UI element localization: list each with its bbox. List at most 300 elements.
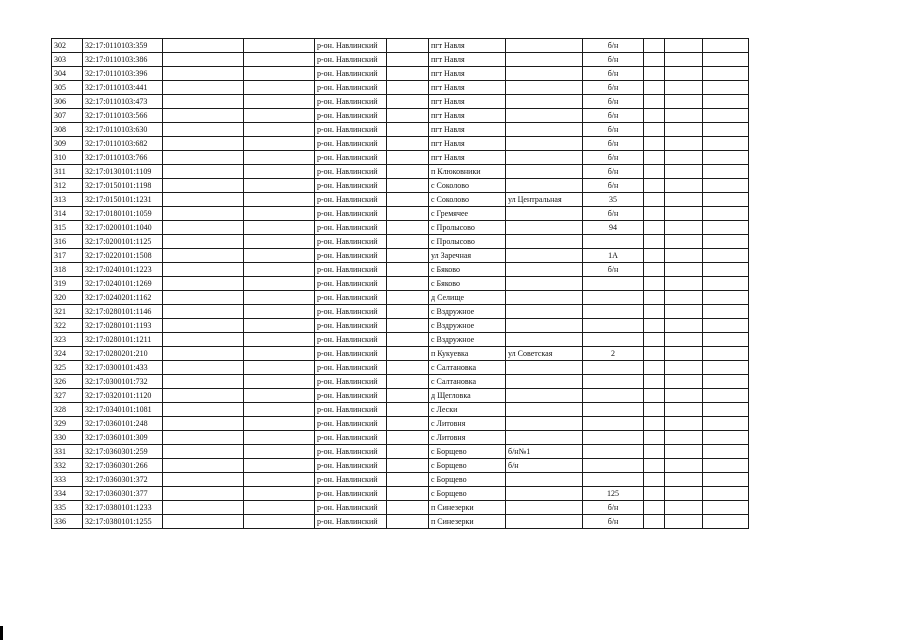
- cadastral-number: 32:17:0110103:630: [83, 123, 163, 137]
- empty-cell: [644, 151, 665, 165]
- empty-cell: [703, 333, 749, 347]
- empty-cell: [644, 67, 665, 81]
- empty-cell: [665, 515, 703, 529]
- empty-cell: [644, 361, 665, 375]
- empty-cell: [665, 347, 703, 361]
- street: [506, 67, 583, 81]
- locality: п Кукуевка: [429, 347, 506, 361]
- district: р-он. Навлинский: [315, 95, 387, 109]
- table-row: [52, 487, 749, 501]
- street: [506, 417, 583, 431]
- empty-cell: [703, 431, 749, 445]
- table-row: [52, 361, 749, 375]
- empty-cell: [644, 277, 665, 291]
- street: [506, 235, 583, 249]
- empty-cell: [387, 67, 429, 81]
- table-row: [52, 81, 749, 95]
- empty-cell: [163, 179, 244, 193]
- locality: с Бяково: [429, 277, 506, 291]
- empty-cell: [387, 333, 429, 347]
- district: р-он. Навлинский: [315, 515, 387, 529]
- row-number: 304: [52, 67, 83, 81]
- row-number: 308: [52, 123, 83, 137]
- table-row: [52, 431, 749, 445]
- empty-cell: [244, 179, 315, 193]
- empty-cell: [387, 193, 429, 207]
- street: б/н: [506, 459, 583, 473]
- table-row: [52, 389, 749, 403]
- empty-cell: [703, 109, 749, 123]
- empty-cell: [244, 123, 315, 137]
- empty-cell: [163, 403, 244, 417]
- locality: п Синезерки: [429, 501, 506, 515]
- empty-cell: [244, 193, 315, 207]
- empty-cell: [163, 319, 244, 333]
- cadastral-number: 32:17:0110103:682: [83, 137, 163, 151]
- locality: д Селище: [429, 291, 506, 305]
- empty-cell: [244, 459, 315, 473]
- cadastral-number: 32:17:0110103:359: [83, 39, 163, 53]
- locality: пгт Навля: [429, 67, 506, 81]
- empty-cell: [665, 81, 703, 95]
- district: р-он. Навлинский: [315, 249, 387, 263]
- street: [506, 39, 583, 53]
- empty-cell: [644, 375, 665, 389]
- empty-cell: [665, 95, 703, 109]
- empty-cell: [644, 305, 665, 319]
- district: р-он. Навлинский: [315, 333, 387, 347]
- row-number: 303: [52, 53, 83, 67]
- empty-cell: [665, 235, 703, 249]
- house-number: б/н: [583, 263, 644, 277]
- table-row: [52, 319, 749, 333]
- empty-cell: [703, 459, 749, 473]
- empty-cell: [665, 179, 703, 193]
- empty-cell: [703, 389, 749, 403]
- empty-cell: [387, 347, 429, 361]
- empty-cell: [387, 389, 429, 403]
- empty-cell: [703, 53, 749, 67]
- house-number: 125: [583, 487, 644, 501]
- empty-cell: [163, 389, 244, 403]
- empty-cell: [644, 81, 665, 95]
- empty-cell: [163, 417, 244, 431]
- empty-cell: [163, 165, 244, 179]
- district: р-он. Навлинский: [315, 501, 387, 515]
- empty-cell: [387, 137, 429, 151]
- district: р-он. Навлинский: [315, 473, 387, 487]
- table-row: [52, 109, 749, 123]
- empty-cell: [387, 417, 429, 431]
- empty-cell: [644, 333, 665, 347]
- row-number: 309: [52, 137, 83, 151]
- empty-cell: [665, 431, 703, 445]
- street: [506, 221, 583, 235]
- house-number: б/н: [583, 53, 644, 67]
- table-row: [52, 221, 749, 235]
- empty-cell: [703, 291, 749, 305]
- empty-cell: [703, 515, 749, 529]
- empty-cell: [244, 81, 315, 95]
- empty-cell: [703, 221, 749, 235]
- empty-cell: [163, 347, 244, 361]
- empty-cell: [244, 67, 315, 81]
- row-number: 307: [52, 109, 83, 123]
- street: [506, 431, 583, 445]
- empty-cell: [703, 81, 749, 95]
- empty-cell: [665, 333, 703, 347]
- empty-cell: [163, 277, 244, 291]
- house-number: [583, 403, 644, 417]
- locality: с Борщево: [429, 459, 506, 473]
- street: [506, 319, 583, 333]
- empty-cell: [703, 95, 749, 109]
- cadastral-number: 32:17:0130101:1109: [83, 165, 163, 179]
- district: р-он. Навлинский: [315, 39, 387, 53]
- table-row: [52, 235, 749, 249]
- registry-table: [51, 38, 749, 529]
- locality: пгт Навля: [429, 53, 506, 67]
- street: [506, 123, 583, 137]
- house-number: 94: [583, 221, 644, 235]
- empty-cell: [665, 291, 703, 305]
- locality: пгт Навля: [429, 95, 506, 109]
- empty-cell: [665, 389, 703, 403]
- house-number: [583, 431, 644, 445]
- empty-cell: [665, 67, 703, 81]
- house-number: [583, 389, 644, 403]
- empty-cell: [703, 123, 749, 137]
- empty-cell: [703, 207, 749, 221]
- empty-cell: [644, 137, 665, 151]
- empty-cell: [387, 165, 429, 179]
- table-row: [52, 501, 749, 515]
- table-row: [52, 403, 749, 417]
- empty-cell: [244, 137, 315, 151]
- locality: пгт Навля: [429, 39, 506, 53]
- empty-cell: [387, 123, 429, 137]
- empty-cell: [703, 375, 749, 389]
- cadastral-number: 32:17:0200101:1125: [83, 235, 163, 249]
- empty-cell: [665, 109, 703, 123]
- empty-cell: [665, 193, 703, 207]
- table-row: [52, 263, 749, 277]
- table-row: [52, 291, 749, 305]
- table-row: [52, 193, 749, 207]
- empty-cell: [163, 487, 244, 501]
- empty-cell: [665, 473, 703, 487]
- empty-cell: [387, 53, 429, 67]
- locality: ул Заречная: [429, 249, 506, 263]
- locality: с Лески: [429, 403, 506, 417]
- district: р-он. Навлинский: [315, 487, 387, 501]
- district: р-он. Навлинский: [315, 81, 387, 95]
- empty-cell: [703, 417, 749, 431]
- empty-cell: [244, 445, 315, 459]
- house-number: [583, 375, 644, 389]
- house-number: [583, 417, 644, 431]
- street: б/н№1: [506, 445, 583, 459]
- house-number: б/н: [583, 165, 644, 179]
- house-number: [583, 235, 644, 249]
- empty-cell: [244, 333, 315, 347]
- locality: пгт Навля: [429, 151, 506, 165]
- house-number: б/н: [583, 207, 644, 221]
- empty-cell: [644, 291, 665, 305]
- street: [506, 53, 583, 67]
- empty-cell: [665, 361, 703, 375]
- empty-cell: [387, 487, 429, 501]
- empty-cell: [644, 487, 665, 501]
- cadastral-number: 32:17:0360101:248: [83, 417, 163, 431]
- street: [506, 291, 583, 305]
- house-number: б/н: [583, 81, 644, 95]
- table-row: [52, 151, 749, 165]
- cadastral-number: 32:17:0220101:1508: [83, 249, 163, 263]
- empty-cell: [387, 445, 429, 459]
- locality: с Соколово: [429, 193, 506, 207]
- cadastral-number: 32:17:0380101:1255: [83, 515, 163, 529]
- table-row: [52, 53, 749, 67]
- row-number: 321: [52, 305, 83, 319]
- empty-cell: [644, 431, 665, 445]
- cadastral-number: 32:17:0360101:309: [83, 431, 163, 445]
- house-number: б/н: [583, 501, 644, 515]
- empty-cell: [244, 109, 315, 123]
- empty-cell: [665, 249, 703, 263]
- empty-cell: [644, 403, 665, 417]
- empty-cell: [644, 207, 665, 221]
- locality: с Пролысово: [429, 221, 506, 235]
- street: [506, 277, 583, 291]
- district: р-он. Навлинский: [315, 277, 387, 291]
- row-number: 322: [52, 319, 83, 333]
- empty-cell: [163, 39, 244, 53]
- house-number: б/н: [583, 515, 644, 529]
- house-number: [583, 473, 644, 487]
- empty-cell: [387, 277, 429, 291]
- district: р-он. Навлинский: [315, 445, 387, 459]
- row-number: 335: [52, 501, 83, 515]
- row-number: 313: [52, 193, 83, 207]
- street: [506, 151, 583, 165]
- empty-cell: [665, 417, 703, 431]
- cadastral-number: 32:17:0110103:766: [83, 151, 163, 165]
- empty-cell: [703, 347, 749, 361]
- locality: с Соколово: [429, 179, 506, 193]
- cadastral-number: 32:17:0110103:396: [83, 67, 163, 81]
- row-number: 323: [52, 333, 83, 347]
- cadastral-number: 32:17:0110103:386: [83, 53, 163, 67]
- empty-cell: [644, 473, 665, 487]
- cadastral-number: 32:17:0240101:1223: [83, 263, 163, 277]
- locality: с Вздружное: [429, 305, 506, 319]
- street: [506, 389, 583, 403]
- empty-cell: [703, 179, 749, 193]
- locality: пгт Навля: [429, 109, 506, 123]
- empty-cell: [163, 137, 244, 151]
- scan-edge-mark: [0, 626, 3, 640]
- district: р-он. Навлинский: [315, 207, 387, 221]
- empty-cell: [644, 249, 665, 263]
- row-number: 306: [52, 95, 83, 109]
- registry-rows: [52, 39, 749, 529]
- street: [506, 361, 583, 375]
- empty-cell: [644, 95, 665, 109]
- table-row: [52, 515, 749, 529]
- empty-cell: [244, 361, 315, 375]
- cadastral-number: 32:17:0300101:433: [83, 361, 163, 375]
- cadastral-number: 32:17:0280101:1146: [83, 305, 163, 319]
- locality: с Бяково: [429, 263, 506, 277]
- empty-cell: [244, 501, 315, 515]
- table-row: [52, 39, 749, 53]
- empty-cell: [244, 263, 315, 277]
- street: [506, 473, 583, 487]
- table-row: [52, 179, 749, 193]
- empty-cell: [665, 501, 703, 515]
- empty-cell: [703, 361, 749, 375]
- empty-cell: [163, 235, 244, 249]
- cadastral-number: 32:17:0280101:1193: [83, 319, 163, 333]
- locality: с Борщево: [429, 487, 506, 501]
- empty-cell: [387, 501, 429, 515]
- street: [506, 137, 583, 151]
- empty-cell: [387, 207, 429, 221]
- street: ул Центральная: [506, 193, 583, 207]
- empty-cell: [644, 109, 665, 123]
- street: [506, 109, 583, 123]
- empty-cell: [703, 39, 749, 53]
- house-number: [583, 319, 644, 333]
- row-number: 319: [52, 277, 83, 291]
- empty-cell: [244, 95, 315, 109]
- empty-cell: [665, 445, 703, 459]
- house-number: б/н: [583, 109, 644, 123]
- locality: с Салтановка: [429, 375, 506, 389]
- house-number: б/н: [583, 137, 644, 151]
- empty-cell: [703, 263, 749, 277]
- empty-cell: [387, 291, 429, 305]
- empty-cell: [163, 501, 244, 515]
- empty-cell: [163, 291, 244, 305]
- row-number: 314: [52, 207, 83, 221]
- locality: с Вздружное: [429, 319, 506, 333]
- empty-cell: [387, 403, 429, 417]
- street: [506, 263, 583, 277]
- empty-cell: [387, 179, 429, 193]
- cadastral-number: 32:17:0360301:259: [83, 445, 163, 459]
- locality: с Пролысово: [429, 235, 506, 249]
- row-number: 316: [52, 235, 83, 249]
- empty-cell: [665, 459, 703, 473]
- street: [506, 81, 583, 95]
- row-number: 315: [52, 221, 83, 235]
- cadastral-number: 32:17:0340101:1081: [83, 403, 163, 417]
- row-number: 336: [52, 515, 83, 529]
- empty-cell: [163, 263, 244, 277]
- empty-cell: [665, 263, 703, 277]
- table-row: [52, 207, 749, 221]
- empty-cell: [387, 459, 429, 473]
- empty-cell: [644, 235, 665, 249]
- empty-cell: [387, 81, 429, 95]
- district: р-он. Навлинский: [315, 361, 387, 375]
- empty-cell: [665, 151, 703, 165]
- empty-cell: [163, 193, 244, 207]
- house-number: б/н: [583, 95, 644, 109]
- empty-cell: [644, 179, 665, 193]
- empty-cell: [244, 403, 315, 417]
- empty-cell: [387, 515, 429, 529]
- empty-cell: [244, 291, 315, 305]
- empty-cell: [644, 417, 665, 431]
- district: р-он. Навлинский: [315, 459, 387, 473]
- table-row: [52, 305, 749, 319]
- district: р-он. Навлинский: [315, 305, 387, 319]
- row-number: 326: [52, 375, 83, 389]
- empty-cell: [163, 67, 244, 81]
- empty-cell: [665, 137, 703, 151]
- table-row: [52, 473, 749, 487]
- cadastral-number: 32:17:0300101:732: [83, 375, 163, 389]
- table-row: [52, 333, 749, 347]
- empty-cell: [665, 277, 703, 291]
- empty-cell: [703, 137, 749, 151]
- empty-cell: [644, 515, 665, 529]
- house-number: б/н: [583, 67, 644, 81]
- locality: с Салтановка: [429, 361, 506, 375]
- cadastral-number: 32:17:0110103:473: [83, 95, 163, 109]
- empty-cell: [644, 319, 665, 333]
- empty-cell: [387, 95, 429, 109]
- empty-cell: [163, 431, 244, 445]
- street: [506, 207, 583, 221]
- empty-cell: [163, 361, 244, 375]
- street: [506, 403, 583, 417]
- empty-cell: [703, 165, 749, 179]
- locality: пгт Навля: [429, 81, 506, 95]
- table-row: [52, 137, 749, 151]
- empty-cell: [244, 249, 315, 263]
- row-number: 332: [52, 459, 83, 473]
- district: р-он. Навлинский: [315, 263, 387, 277]
- row-number: 329: [52, 417, 83, 431]
- street: [506, 249, 583, 263]
- cadastral-number: 32:17:0180101:1059: [83, 207, 163, 221]
- row-number: 302: [52, 39, 83, 53]
- empty-cell: [244, 375, 315, 389]
- district: р-он. Навлинский: [315, 165, 387, 179]
- district: р-он. Навлинский: [315, 375, 387, 389]
- house-number: б/н: [583, 123, 644, 137]
- empty-cell: [703, 67, 749, 81]
- row-number: 328: [52, 403, 83, 417]
- empty-cell: [703, 193, 749, 207]
- street: [506, 333, 583, 347]
- empty-cell: [703, 487, 749, 501]
- locality: с Борщево: [429, 473, 506, 487]
- district: р-он. Навлинский: [315, 389, 387, 403]
- table-row: [52, 123, 749, 137]
- cadastral-number: 32:17:0380101:1233: [83, 501, 163, 515]
- empty-cell: [244, 165, 315, 179]
- district: р-он. Навлинский: [315, 193, 387, 207]
- empty-cell: [387, 249, 429, 263]
- district: р-он. Навлинский: [315, 417, 387, 431]
- cadastral-number: 32:17:0110103:441: [83, 81, 163, 95]
- empty-cell: [644, 123, 665, 137]
